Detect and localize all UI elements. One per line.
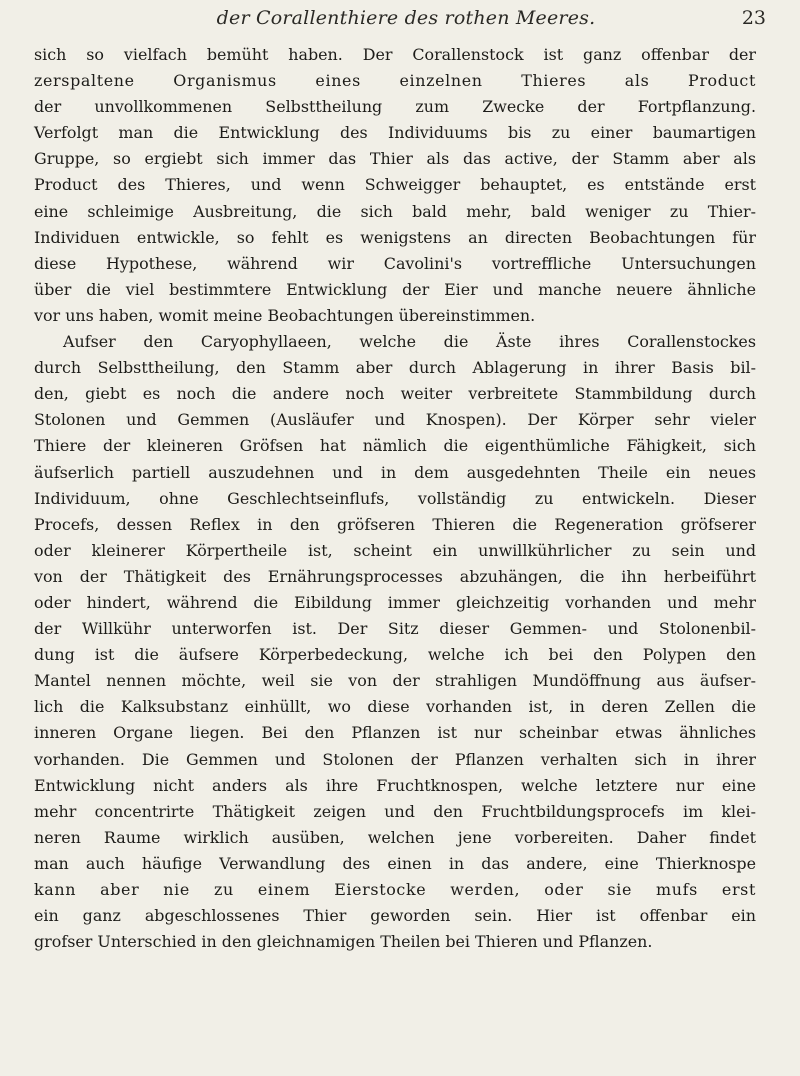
running-head	[46, 7, 766, 31]
text-line: neren Raume wirklich ausüben, welchen jene vorbereiten. Daher findet	[34, 827, 756, 847]
text-line-paragraph-start: Aufser den Caryophyllaeen, welche die Äste ihres Corallenstockes	[63, 332, 756, 352]
text-line: diese Hypothese, während wir Cavolini's vortreffliche Untersuchungen	[34, 253, 756, 273]
text-line: Individuum, ohne Geschlechtseinflufs, vollständig zu entwickeln. Dieser	[34, 488, 756, 508]
text-line: kann aber nie zu einem Eierstocke werden, oder sie mufs erst	[34, 880, 756, 899]
text-line: vorhanden. Die Gemmen und Stolonen der Pflanzen verhalten sich in ihrer	[34, 749, 756, 769]
text-line: Gruppe, so ergiebt sich immer das Thier als das active, der Stamm aber als	[34, 149, 756, 169]
text-line: eine schleimige Ausbreitung, die sich bald mehr, bald weniger zu Thier-	[34, 201, 756, 221]
text-line: Thiere der kleineren Gröfsen hat nämlich die eigenthümliche Fähigkeit, sich	[34, 436, 756, 456]
text-line: Individuen entwickle, so fehlt es wenigstens an directen Beobachtungen für	[34, 227, 756, 247]
text-line: lich die Kalksubstanz einhüllt, wo diese vorhanden ist, in deren Zellen die	[34, 697, 756, 717]
text-line: Stolonen und Gemmen (Ausläufer und Knospen). Der Körper sehr vieler	[34, 410, 756, 430]
text-line: mehr concentrirte Thätigkeit zeigen und den Fruchtbildungsprocefs im klei-	[34, 801, 756, 821]
text-line: inneren Organe liegen. Bei den Pflanzen ist nur scheinbar etwas ähnliches	[34, 723, 756, 743]
text-line: grofser Unterschied in den gleichnamigen Theilen bei Thieren und Pflanzen.	[34, 932, 653, 952]
text-line: man auch häufige Verwandlung des einen in das andere, eine Thierknospe	[34, 853, 756, 873]
text-line: vor uns haben, womit meine Beobachtungen übereinstimmen.	[34, 305, 536, 325]
text-line: Procefs, dessen Reflex in den gröfseren Thieren die Regeneration gröfserer	[34, 514, 756, 534]
text-line: äufserlich partiell auszudehnen und in dem ausgedehnten Theile ein neues	[34, 462, 756, 482]
text-line: ein ganz abgeschlossenes Thier geworden sein. Hier ist offenbar ein	[34, 906, 756, 926]
text-line: der Willkühr unterworfen ist. Der Sitz dieser Gemmen- und Stolonenbil-	[34, 619, 756, 639]
text-line: Verfolgt man die Entwicklung des Individuums bis zu einer baumartigen	[34, 123, 756, 143]
text-line: über die viel bestimmtere Entwicklung der Eier und manche neuere ähnliche	[34, 279, 756, 299]
body-text	[34, 42, 756, 955]
text-line: sich so vielfach bemüht haben. Der Corallenstock ist ganz offenbar der	[34, 45, 756, 64]
text-line: Product des Thieres, und wenn Schweigger behauptet, es entstände erst	[34, 175, 756, 195]
text-line: oder hindert, während die Eibildung immer gleichzeitig vorhanden und mehr	[34, 592, 756, 612]
text-line: von der Thätigkeit des Ernährungsprocesses abzuhängen, die ihn herbeiführt	[34, 566, 756, 586]
text-line: Mantel nennen möchte, weil sie von der strahligen Mundöffnung aus äufser-	[34, 671, 756, 691]
text-line: Entwicklung nicht anders als ihre Fruchtknospen, welche letztere nur eine	[34, 775, 756, 795]
text-line: durch Selbsttheilung, den Stamm aber durch Ablagerung in ihrer Basis bil-	[34, 358, 756, 378]
text-line: oder kleinerer Körpertheile ist, scheint ein unwillkührlicher zu sein und	[34, 540, 756, 560]
page-number: 23	[741, 7, 766, 29]
text-line: zerspaltene Organismus eines einzelnen Thieres als Product	[34, 71, 756, 91]
running-title: der Corallenthiere des rothen Meeres.	[216, 7, 596, 29]
text-line: dung ist die äufsere Körperbedeckung, welche ich bei den Polypen den	[34, 645, 756, 665]
text-line: den, giebt es noch die andere noch weiter verbreitete Stammbildung durch	[34, 384, 756, 404]
text-line: der unvollkommenen Selbsttheilung zum Zwecke der Fortpflanzung.	[34, 97, 756, 117]
